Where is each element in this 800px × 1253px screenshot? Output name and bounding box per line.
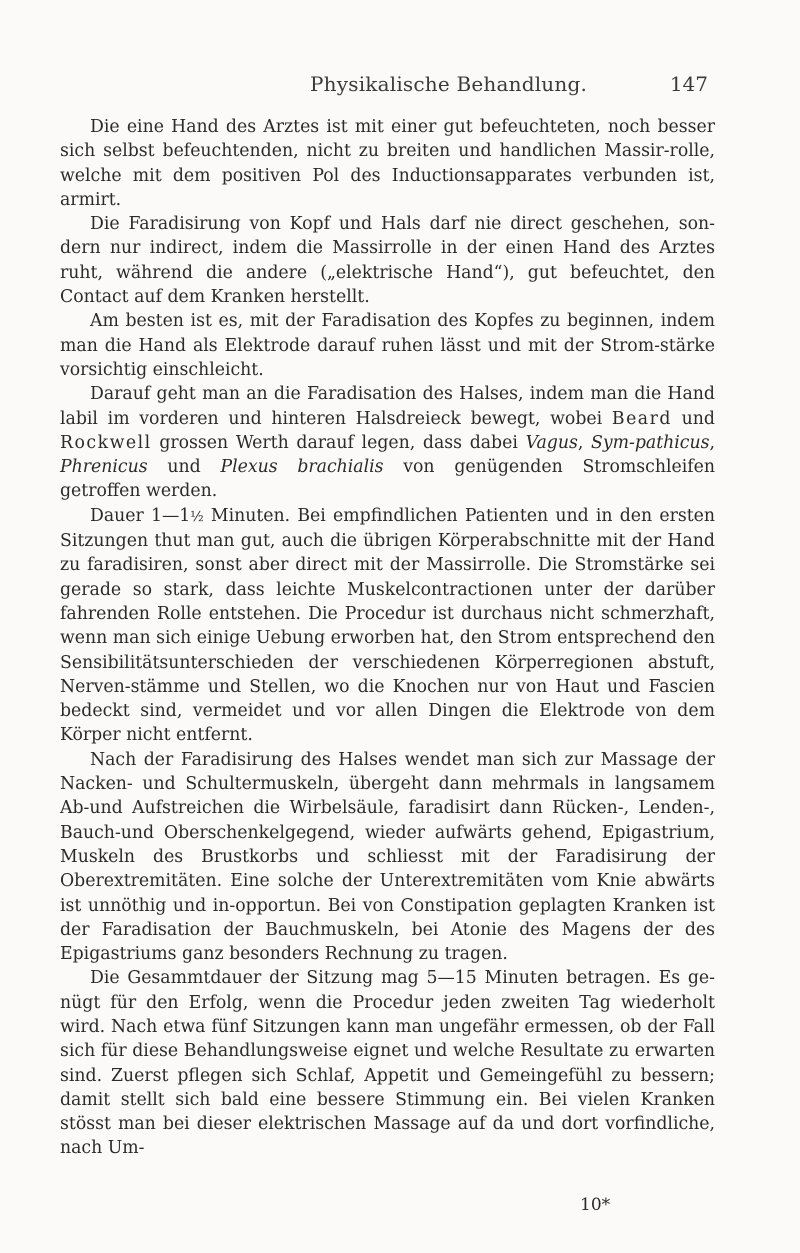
paragraph-5-text: Minuten. Bei empfindlichen Patienten und in den ersten Sitzungen thut man gut, auch die übrigen Körperabschnitte mit der Hand zu faradisiren, sonst aber direct mit der Massirrolle. Die Stromstärke sei gerade so stark, dass leichte Muskelcontractionen unter der darüber fahrenden Rolle entstehen. Die Procedur ist durchaus nicht schmerzhaft, wenn man sich einige Uebung erworben hat, den Strom entsprechend den Sensibilitätsunterschieden der verschiedenen Körperregionen abstuft, Nerven-stämme und Stellen, wo die Knochen nur von Haut und Fascien bedeckt sind, vermeidet und vor allen Dingen die Elektrode von dem Körper nicht entfernt.: [60, 505, 715, 746]
fraction-half: ½: [190, 508, 204, 525]
body-text: [60, 115, 715, 1161]
paragraph-7: Die Gesammtdauer der Sitzung mag 5—15 Minuten betragen. Es ge-nügt für den Erfolg, wenn die Procedur jeden zweiten Tag wiederholt wird. Nach etwa fünf Sitzungen kann man ungefähr ermessen, ob der Fall sich für diese Behandlungsweise eignet und welche Resultate zu erwarten sind. Zuerst pflegen sich Schlaf, Appetit und Gemeingefühl zu bessern; damit stellt sich bald eine bessere Stimmung ein. Bei vielen Kranken stösst man bei dieser elektrischen Massage auf da und dort vorfindliche, nach Um-: [60, 968, 715, 1159]
term-sympathicus: Sym-pathicus: [591, 432, 710, 453]
term-vagus: Vagus: [525, 432, 578, 453]
paragraph-2: Die Faradisirung von Kopf und Hals darf nie direct geschehen, son-dern nur indirect, indem die Massirrolle in der einen Hand des Arztes ruht, während die andere („elektrische Hand“), gut befeuchtet, den Contact auf dem Kranken herstellt.: [60, 214, 715, 308]
paragraph-5: [60, 504, 715, 748]
author-name-rockwell: Rockwell: [60, 432, 152, 453]
term-plexus-brachialis: Plexus brachialis: [220, 457, 384, 478]
paragraph-1: Die eine Hand des Arztes ist mit einer gut befeuchteten, noch besser sich selbst befeuchtenden, nicht zu breiten und handlichen Massir-rolle, welche mit dem positiven Pol des Inductionsapparates verbunden ist, armirt.: [60, 117, 715, 210]
paragraph-4: [60, 382, 715, 503]
paragraph-4-text: Darauf geht man an die Faradisation des Halses, indem man die Hand labil im vorderen und hinteren Halsdreieck bewegt, wobei: [60, 384, 715, 429]
paragraph-4-text: ,: [577, 432, 592, 453]
paragraph-4-text: von genügenden Stromschleifen getroffen werden.: [60, 457, 716, 502]
paragraph-4-text: und: [671, 408, 715, 429]
paragraph-4-text: und: [147, 457, 221, 478]
author-name-beard: Beard: [611, 408, 672, 429]
paragraph-6: Nach der Faradisirung des Halses wendet man sich zur Massage der Nacken- und Schultermuskeln, übergeht dann mehrmals in langsamem Ab-und Aufstreichen die Wirbelsäule, faradisirt dann Rücken-, Lenden-, Bauch-und Oberschenkelgegend, wieder aufwärts gehend, Epigastrium, Muskeln des Brustkorbs und schliesst mit der Faradisirung der Oberextremitäten. Eine solche der Unterextremitäten vom Knie abwärts ist unnöthig und in-opportun. Bei von Constipation geplagten Kranken ist der Faradisation der Bauchmuskeln, bei Atonie des Magens der des Epigastriums ganz besonders Rechnung zu tragen.: [60, 749, 715, 965]
header-title: Physikalische Behandlung.: [310, 72, 588, 96]
term-phrenicus: Phrenicus: [60, 457, 148, 478]
running-header: [0, 72, 800, 102]
paragraph-4-text: ,: [709, 432, 715, 453]
paragraph-5-text: Dauer 1—1: [90, 505, 191, 526]
page-number: 147: [669, 72, 708, 96]
signature-mark: 10*: [580, 1195, 611, 1215]
paragraph-3: Am besten ist es, mit der Faradisation des Kopfes zu beginnen, indem man die Hand als Elektrode darauf ruhen lässt und mit der Strom-stärke vorsichtig einschleicht.: [60, 311, 715, 380]
paragraph-4-text: grossen Werth darauf legen, dass dabei: [151, 432, 526, 453]
